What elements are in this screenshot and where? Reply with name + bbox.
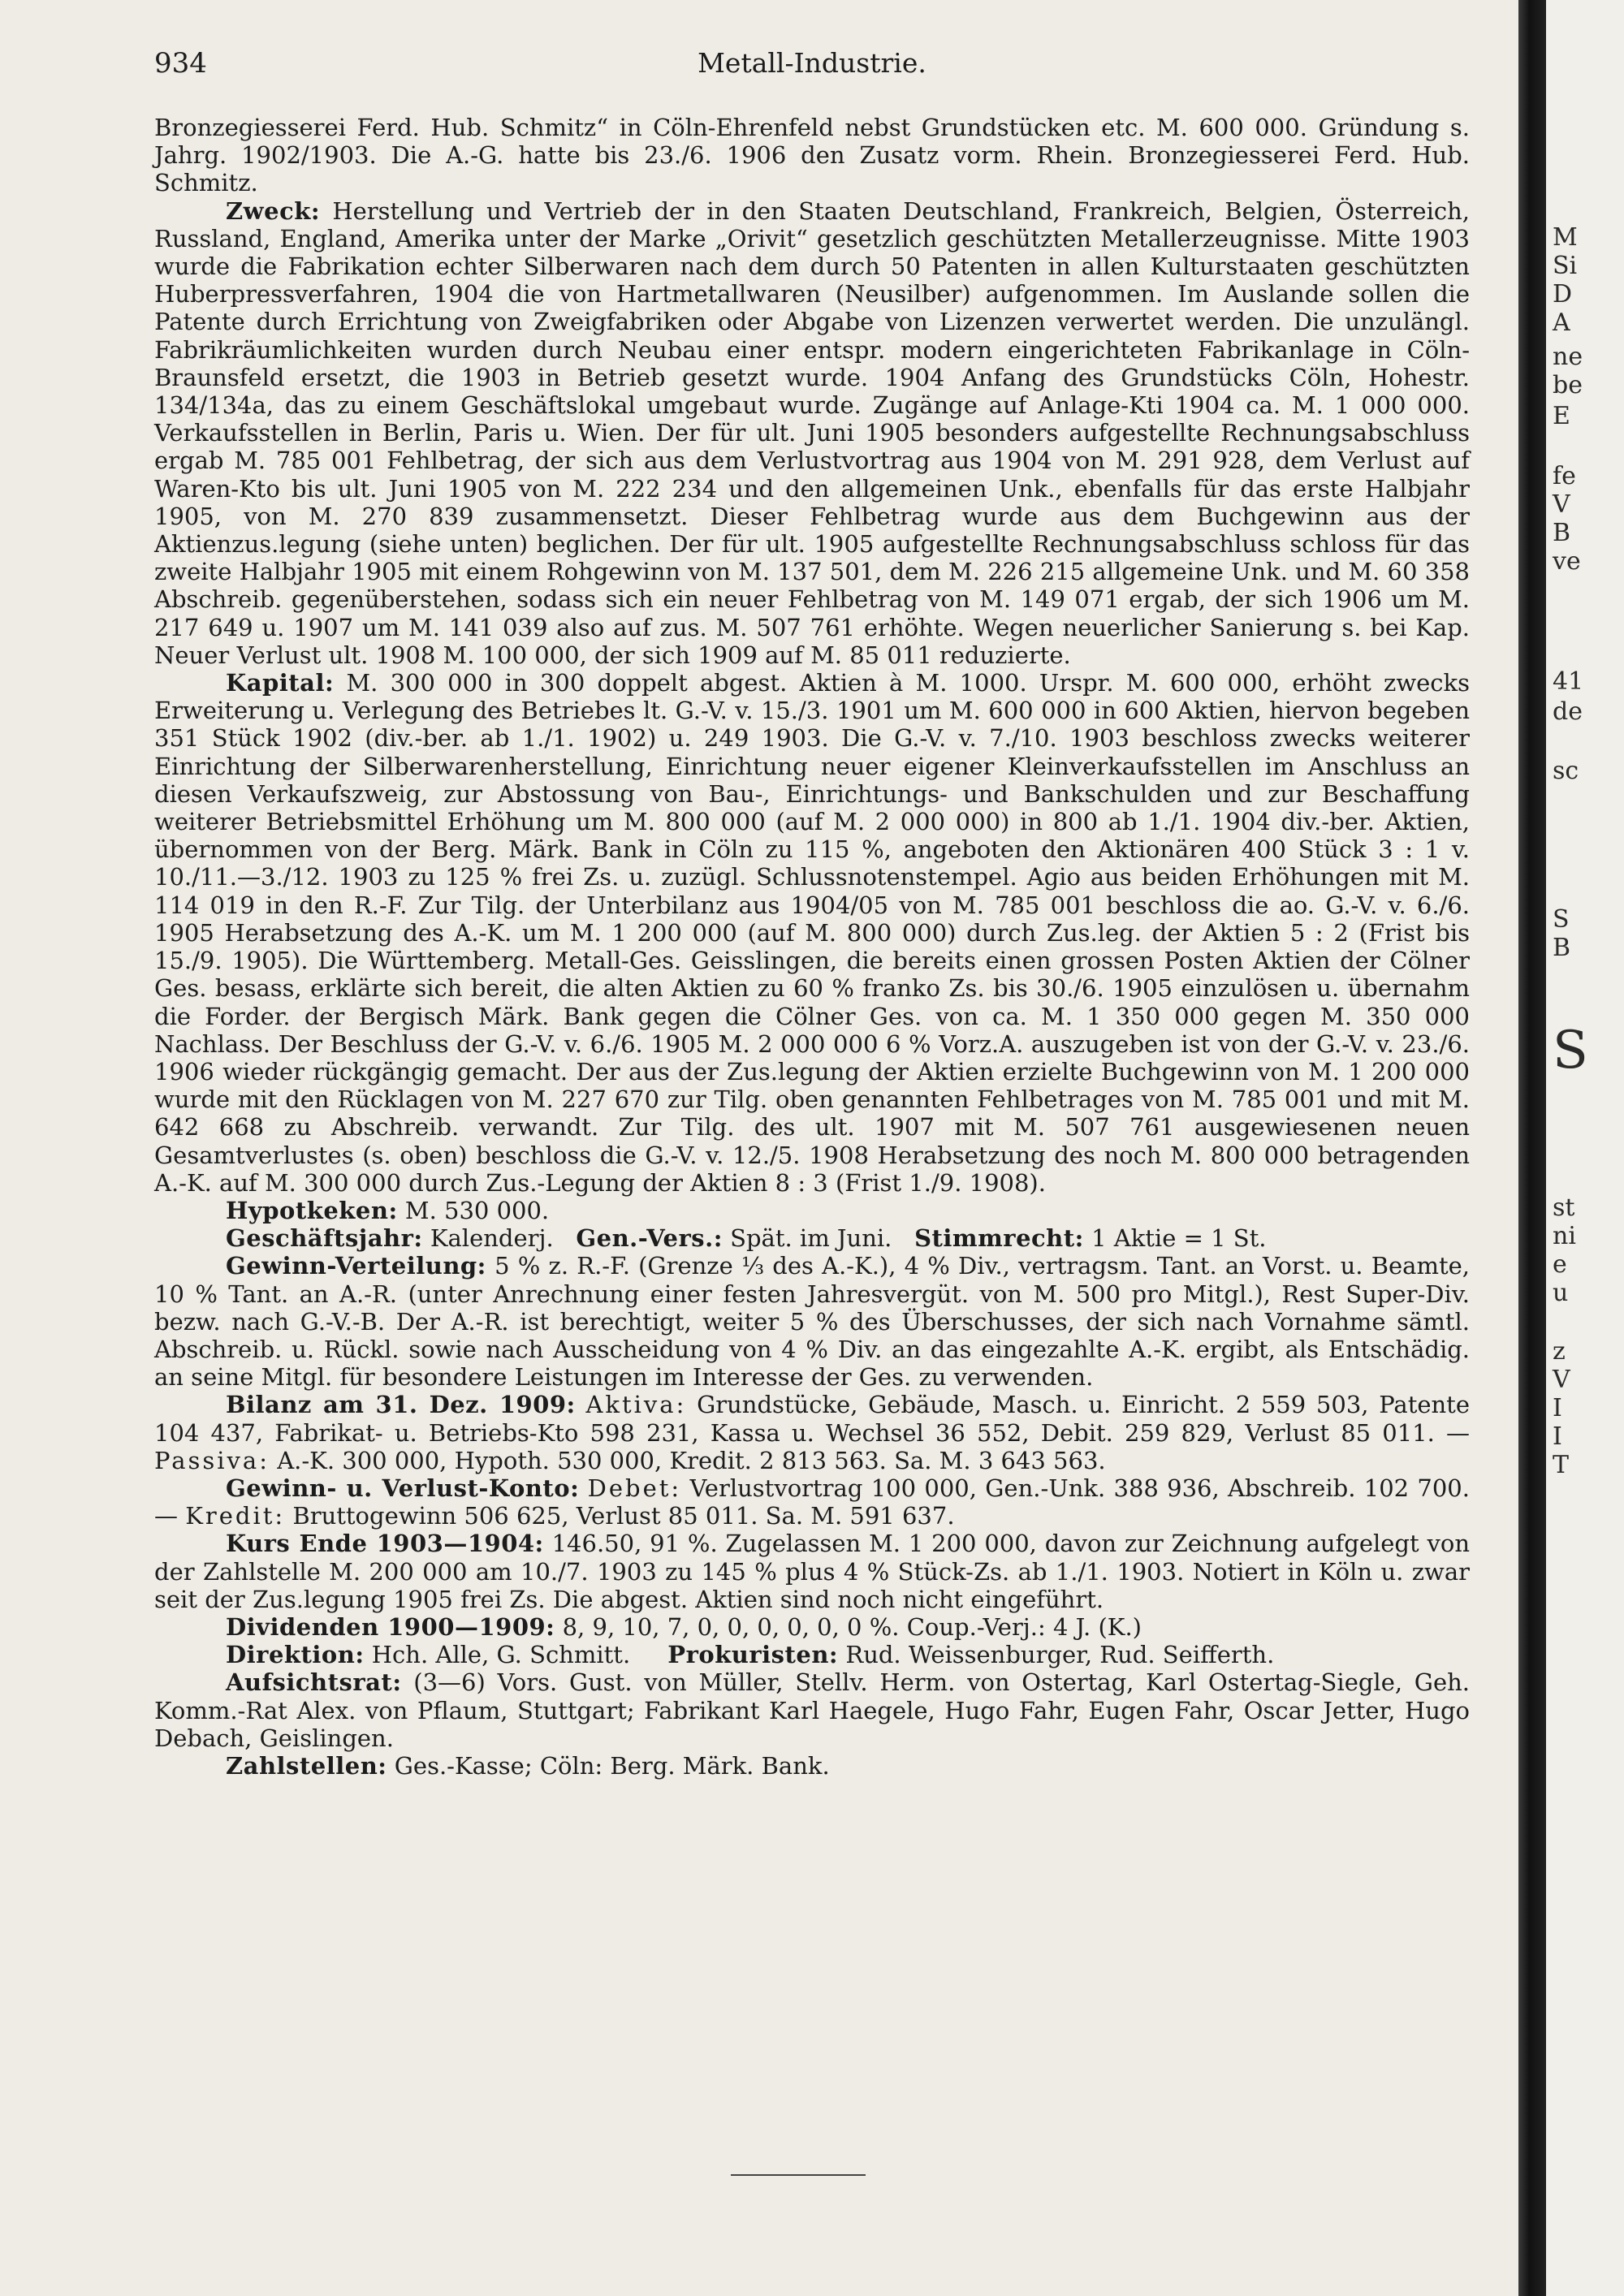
dividenden-section [154, 1613, 1470, 1641]
adjacent-page-fragment [1546, 0, 1624, 2296]
neighbor-fragment: fe [1553, 462, 1576, 490]
genvers-text: Spät. im Juni. [730, 1224, 892, 1253]
neighbor-fragment: Si [1553, 252, 1578, 280]
neighbor-fragment: de [1553, 697, 1583, 726]
page-number: 934 [154, 47, 207, 80]
running-head: Metall-Industrie. [698, 47, 926, 79]
aktiva-label: Aktiva: [585, 1391, 687, 1419]
debet-text: Verlustvortrag 100 000, Gen.-Unk. 388 936, Abschreib. 102 700. — [154, 1474, 1470, 1530]
neighbor-fragment: D [1553, 280, 1573, 309]
section-end-rule [731, 2174, 866, 2176]
stimmrecht-label: Stimmrecht: [914, 1224, 1084, 1253]
neighbor-fragment: A [1553, 309, 1570, 337]
gewinn-verteilung-text: 5 % z. R.-F. (Grenze ⅓ des A.-K.), 4 % Div., vertragsm. Tant. an Vorst. u. Beamte, 10 % Tant. an A.-R. (unter Anrechnung einer festen Jahresvergüt. von M. 500 pro Mitgl.), Rest Super-Div. bezw. nach G.-V.-B. Der A.-R. ist berechtigt, weiter 5 % des Überschusses, der sich nach Vornahme sämtl. Abschreib. u. Rückl. sowie nach Ausscheidung von 4 % Div. an das eingezahlte A.-K. ergibt, als Entschädig. an seine Mitgl. für besondere Leistungen im Interesse der Ges. zu verwenden. [154, 1252, 1471, 1392]
neighbor-fragment: E [1553, 402, 1570, 430]
zweck-label: Zweck: [226, 196, 321, 225]
direktion-label: Direktion: [226, 1641, 365, 1669]
intro-paragraph: Bronzegiesserei Ferd. Hub. Schmitz“ in Cöln-Ehrenfeld nebst Grundstücken etc. M. 600 000. Gründung s. Jahrg. 1902/1903. Die A.-G. hatte bis 23./6. 1906 den Zusatz vorm. Rhein. Bronzegiesserei Ferd. Hub. Schmitz. [154, 114, 1470, 197]
geschaeftsjahr-section [154, 1224, 1470, 1252]
neighbor-fragment: I [1553, 1422, 1562, 1451]
zahlstellen-label: Zahlstellen: [226, 1751, 387, 1780]
kredit-text: Bruttogewinn 506 625, Verlust 85 011. Sa. M. 591 637. [292, 1502, 955, 1530]
gewinn-verteilung-label: Gewinn-Verteilung: [226, 1252, 486, 1280]
kapital-label: Kapital: [226, 669, 335, 697]
neighbor-fragment: B [1553, 519, 1571, 547]
neighbor-fragment: T [1553, 1451, 1570, 1479]
book-gutter [1518, 0, 1546, 2296]
neighbor-fragment: B [1553, 934, 1571, 962]
guv-label: Gewinn- u. Verlust-Konto: [226, 1474, 580, 1502]
aufsichtsrat-text: (3—6) Vors. Gust. von Müller, Stellv. Herm. von Ostertag, Karl Ostertag-Siegle, Geh. Komm.-Rat Alex. von Pflaum, Stuttgart; Fabrikant Karl Haegele, Hugo Fahr, Eugen Fahr, Oscar Jetter, Hugo Debach, Geislingen. [154, 1668, 1471, 1752]
direktion-section [154, 1641, 1470, 1668]
geschaeftsjahr-text: Kalenderj. [430, 1224, 554, 1253]
gewinn-verteilung-section [154, 1252, 1470, 1391]
kurs-section [154, 1530, 1470, 1613]
bilanz-label: Bilanz am 31. Dez. 1909: [226, 1391, 576, 1419]
neighbor-fragment: I [1553, 1394, 1562, 1422]
stimmrecht-text: 1 Aktie = 1 St. [1091, 1224, 1267, 1253]
guv-section [154, 1474, 1470, 1530]
prokuristen-label: Prokuristen: [667, 1641, 839, 1669]
neighbor-fragment: be [1553, 371, 1583, 399]
neighbor-fragment: S [1553, 905, 1570, 934]
neighbor-fragment: u [1553, 1279, 1569, 1307]
neighbor-fragment: ni [1553, 1222, 1576, 1250]
debet-label: Debet: [587, 1474, 682, 1502]
direktion-text: Hch. Alle, G. Schmitt. [371, 1641, 631, 1669]
dividenden-text: 8, 9, 10, 7, 0, 0, 0, 0, 0, 0 %. Coup.-Verj.: 4 J. (K.) [562, 1612, 1142, 1641]
hypotheken-label: Hypotkeken: [226, 1196, 398, 1224]
neighbor-fragment: M [1553, 223, 1578, 252]
aufsichtsrat-label: Aufsichtsrat: [226, 1668, 402, 1697]
aufsichtsrat-section [154, 1668, 1470, 1752]
prokuristen-text: Rud. Weissenburger, Rud. Seifferth. [845, 1641, 1275, 1669]
zweck-section [154, 197, 1470, 669]
zweck-text: Herstellung und Vertrieb der in den Staaten Deutschland, Frankreich, Belgien, Österreich, Russland, England, Amerika unter der Marke „Orivit“ gesetzlich geschützten Metallerzeugnisse. Mitte 1903 wurde die Fabrikation echter Silberwaren nach dem durch 50 Patenten in allen Kulturstaaten geschützten Huberpressverfahren, 1904 die von Hartmetallwaren (Neusilber) aufgenommen. Im Auslande sollen die Patente durch Errichtung von Zweigfabriken oder Abgabe von Lizenzen verwertet werden. Die unzulängl. Fabrikräumlichkeiten wurden durch Neubau einer entspr. modern eingerichteten Fabrikanlage in Cöln-Braunsfeld ersetzt, die 1903 in Betrieb gesetzt wurde. 1904 Anfang des Grundstücks Cöln, Hohestr. 134/134a, das zu einem Geschäftslokal umgebaut wurde. Zugänge auf Anlage-Kti 1904 ca. M. 1 000 000. Verkaufsstellen in Berlin, Paris u. Wien. Der für ult. Juni 1905 besonders aufgestellte Rechnungsabschluss ergab M. 785 001 Fehlbetrag, der sich aus dem Verlustvortrag aus 1904 von M. 291 928, dem Verlust auf Waren-Kto bis ult. Juni 1905 von M. 222 234 und den allgemeinen Unk., ebenfalls für das erste Halbjahr 1905, von M. 270 839 zusammensetzt. Dieser Fehlbetrag wurde aus dem Buchgewinn aus der Aktienzus.legung (siehe unten) beglichen. Der für ult. 1905 aufgestellte Rechnungsabschluss schloss für das zweite Halbjahr 1905 mit einem Rohgewinn von M. 137 501, dem M. 226 215 allgemeine Unk. und M. 60 358 Abschreib. gegenüberstehen, sodass sich ein neuer Fehlbetrag von M. 149 071 ergab, der sich 1906 um M. 217 649 u. 1907 um M. 141 039 also auf zus. M. 507 761 erhöhte. Wegen neuerlicher Sanierung s. bei Kap. Neuer Verlust ult. 1908 M. 100 000, der sich 1909 auf M. 85 011 reduzierte. [154, 196, 1471, 669]
neighbor-fragment: S [1553, 1021, 1588, 1081]
neighbor-fragment: st [1553, 1193, 1575, 1222]
neighbor-fragment: V [1553, 1366, 1570, 1394]
neighbor-fragment: e [1553, 1250, 1567, 1279]
aktiva-text: Grundstücke, Gebäude, Masch. u. Einricht. 2 559 503, Patente 104 437, Fabrikat- u. Betriebs-Kto 598 231, Kassa u. Wechsel 36 552, Debit. 259 829, Verlust 85 011. — [154, 1391, 1470, 1447]
genvers-label: Gen.-Vers.: [576, 1224, 723, 1253]
neighbor-fragment: sc [1553, 757, 1579, 785]
bilanz-section [154, 1391, 1470, 1474]
zahlstellen-section [154, 1752, 1470, 1780]
kurs-label: Kurs Ende 1903—1904: [226, 1530, 544, 1558]
kapital-section [154, 669, 1470, 1197]
kapital-text: M. 300 000 in 300 doppelt abgest. Aktien à M. 1000. Urspr. M. 600 000, erhöht zwecks Erweiterung u. Verlegung des Betriebes lt. G.-V. v. 15./3. 1901 um M. 600 000 in 600 Aktien, hiervon begeben 351 Stück 1902 (div.-ber. ab 1./1. 1902) u. 249 1903. Die G.-V. v. 7./10. 1903 beschloss zwecks weiterer Einrichtung der Silberwarenherstellung, Einrichtung neuer eigener Kleinverkaufsstellen im Anschluss an diesen Verkaufszweig, zur Abstossung von Bau-, Einrichtungs- und Bankschulden und zur Beschaffung weiterer Betriebsmittel Erhöhung um M. 800 000 (auf M. 2 000 000) in 800 ab 1./1. 1904 div.-ber. Aktien, übernommen von der Berg. Märk. Bank in Cöln zu 115 %, angeboten den Aktionären 400 Stück 3 : 1 v. 10./11.—3./12. 1903 zu 125 % frei Zs. u. zuzügl. Schlussnotenstempel. Agio aus beiden Erhöhungen mit M. 114 019 in den R.-F. Zur Tilg. der Unterbilanz aus 1904/05 von M. 785 001 beschloss die ao. G.-V. v. 6./6. 1905 Herabsetzung des A.-K. um M. 1 200 000 (auf M. 800 000) durch Zus.leg. der Aktien 5 : 2 (Frist bis 15./9. 1905). Die Württemberg. Metall-Ges. Geisslingen, die bereits einen grossen Posten Aktien der Cölner Ges. besass, erklärte sich bereit, die alten Aktien zu 60 % franko Zs. bis 30./6. 1905 einzulösen u. übernahm die Forder. der Bergisch Märk. Bank gegen die Cölner Ges. von ca. M. 1 350 000 gegen M. 350 000 Nachlass. Der Beschluss der G.-V. v. 6./6. 1905 M. 2 000 000 6 % Vorz.A. auszugeben ist von der G.-V. v. 23./6. 1906 wieder rückgängig gemacht. Der aus der Zus.legung der Aktien erzielte Buchgewinn von M. 1 200 000 wurde mit den Rücklagen von M. 227 670 zur Tilg. oben genannten Fehlbetrages von M. 785 001 und mit M. 642 668 zu Abschreib. verwandt. Zur Tilg. des ult. 1907 mit M. 507 761 ausgewiesenen neuen Gesamtverlustes (s. oben) beschloss die G.-V. v. 12./5. 1908 Herabsetzung des noch M. 800 000 betragenden A.-K. auf M. 300 000 durch Zus.-Legung der Aktien 8 : 3 (Frist 1./9. 1908). [154, 669, 1470, 1197]
neighbor-fragment: ve [1553, 547, 1581, 576]
neighbor-fragment: 41 [1553, 667, 1584, 696]
kredit-label: Kredit: [185, 1502, 286, 1530]
page-header [154, 47, 1470, 83]
dividenden-label: Dividenden 1900—1909: [226, 1612, 555, 1641]
zahlstellen-text: Ges.-Kasse; Cöln: Berg. Märk. Bank. [394, 1751, 830, 1780]
neighbor-fragment: V [1553, 490, 1570, 519]
kurs-text: 146.50, 91 %. Zugelassen M. 1 200 000, davon zur Zeichnung aufgelegt von der Zahlstelle M. 200 000 am 10./7. 1903 zu 145 % plus 4 % Stück-Zs. ab 1./1. 1903. Notiert in Köln u. zwar seit der Zus.legung 1905 frei Zs. Die abgest. Aktien sind noch nicht eingeführt. [154, 1530, 1471, 1613]
neighbor-fragment: z [1553, 1337, 1566, 1366]
company-entry [154, 114, 1470, 1780]
neighbor-fragment: ne [1553, 343, 1583, 371]
passiva-label: Passiva: [154, 1446, 270, 1474]
hypotheken-section [154, 1197, 1470, 1224]
geschaeftsjahr-label: Geschäftsjahr: [226, 1224, 423, 1253]
hypotheken-text: M. 530 000. [404, 1196, 550, 1224]
passiva-text: A.-K. 300 000, Hypoth. 530 000, Kredit. 2 813 563. Sa. M. 3 643 563. [277, 1446, 1106, 1474]
